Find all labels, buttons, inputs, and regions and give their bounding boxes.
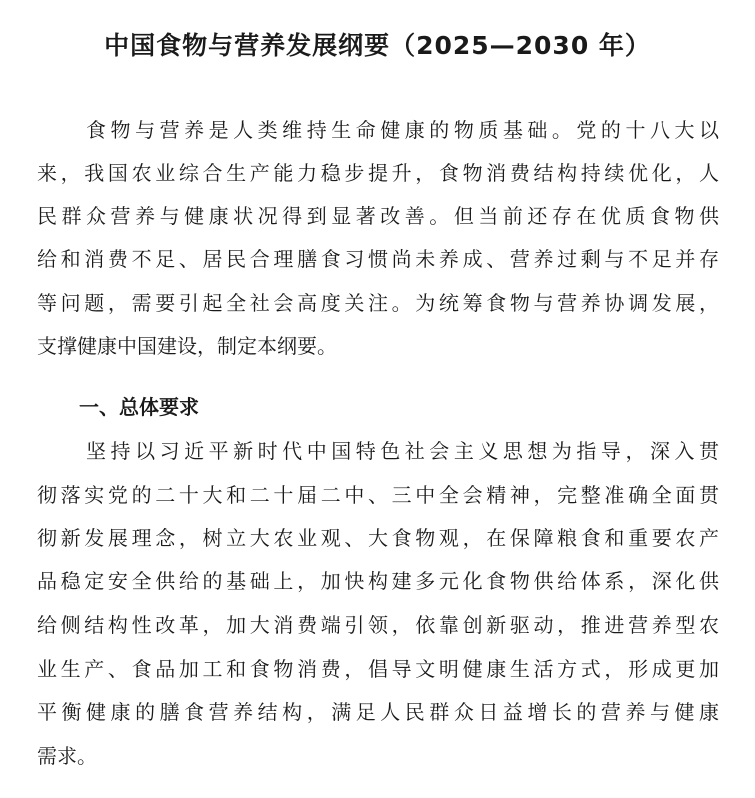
paragraph-line: 食物与营养是人类维持生命健康的物质基础。党的十八大以 [37, 118, 719, 142]
paragraph-line: 坚持以习近平新时代中国特色社会主义思想为指导，深入贯 [37, 439, 719, 463]
paragraph-line: 业生产、食品加工和食物消费，倡导文明健康生活方式，形成更加 [37, 657, 719, 681]
paragraph-line: 需求。 [37, 744, 97, 768]
paragraph-line: 给侧结构性改革，加大消费端引领，依靠创新驱动，推进营养型农 [37, 613, 719, 637]
paragraph-line: 彻落实党的二十大和二十届二中、三中全会精神，完整准确全面贯 [37, 483, 719, 507]
paragraph-line: 支撑健康中国建设，制定本纲要。 [37, 334, 337, 358]
paragraph-line: 平衡健康的膳食营养结构，满足人民群众日益增长的营养与健康 [37, 700, 719, 724]
section-heading: 一、总体要求 [79, 395, 199, 419]
paragraph-line: 彻新发展理念，树立大农业观、大食物观，在保障粮食和重要农产 [37, 526, 719, 550]
paragraph-line: 品稳定安全供给的基础上，加快构建多元化食物供给体系，深化供 [37, 569, 719, 593]
paragraph-line: 来，我国农业综合生产能力稳步提升，食物消费结构持续优化，人 [37, 161, 719, 185]
paragraph-line: 民群众营养与健康状况得到显著改善。但当前还存在优质食物供 [37, 204, 719, 228]
paragraph-line: 等问题，需要引起全社会高度关注。为统筹食物与营养协调发展， [37, 291, 719, 315]
paragraph-line: 给和消费不足、居民合理膳食习惯尚未养成、营养过剩与不足并存 [37, 247, 719, 271]
document-title: 中国食物与营养发展纲要（2025—2030 年） [104, 31, 651, 60]
